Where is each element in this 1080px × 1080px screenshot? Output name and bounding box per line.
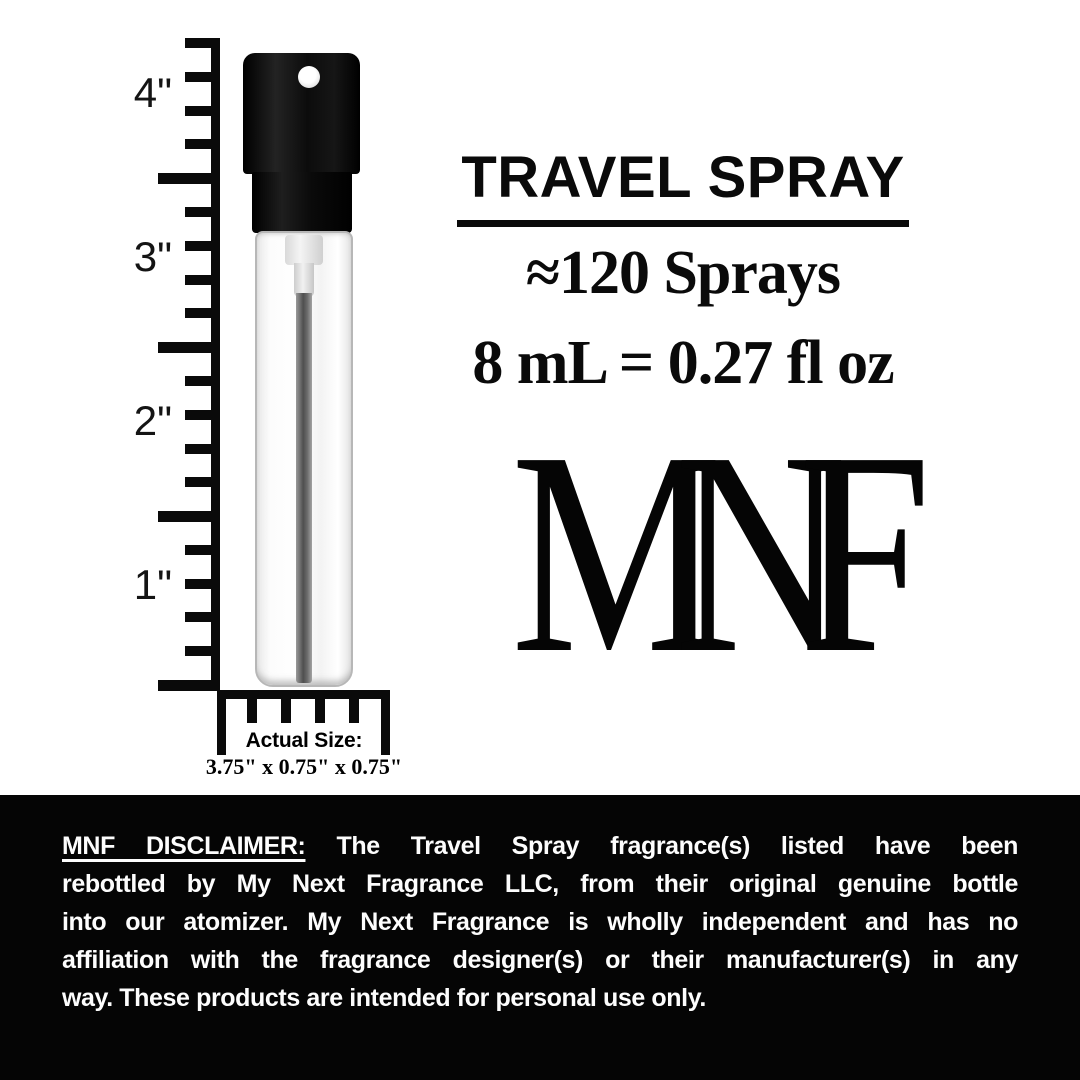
ruler-tick bbox=[185, 241, 220, 251]
ruler-tick bbox=[247, 690, 257, 723]
disclaimer-line: affiliation with the fragrance designer(s) or their manufacturer(s) in any bbox=[62, 946, 1018, 974]
brand-logo bbox=[476, 392, 891, 713]
actual-size-dimensions: 3.75" x 0.75" x 0.75" bbox=[205, 754, 403, 779]
disclaimer-text bbox=[62, 827, 1018, 1017]
spray-nozzle-icon bbox=[298, 66, 320, 88]
spray-count: ≈120 Sprays bbox=[525, 239, 841, 307]
ruler-tick bbox=[185, 477, 220, 487]
ruler-label-2in: 2" bbox=[133, 397, 172, 444]
ruler-tick bbox=[315, 690, 325, 723]
ruler-tick bbox=[185, 646, 220, 656]
disclaimer-line: into our atomizer. My Next Fragrance is wholly independent and has no bbox=[62, 908, 1018, 936]
title-container bbox=[430, 144, 936, 227]
bottle-cap bbox=[243, 53, 360, 174]
ruler-tick bbox=[185, 72, 220, 82]
ruler-tick bbox=[185, 376, 220, 386]
disclaimer-line: way. These products are intended for personal use only. bbox=[62, 984, 706, 1012]
horizontal-ruler-bar bbox=[217, 690, 390, 699]
ruler-tick bbox=[185, 139, 220, 149]
ruler-spine bbox=[211, 38, 220, 690]
ruler-tick bbox=[185, 275, 220, 285]
page-title: TRAVEL SPRAY bbox=[457, 144, 908, 227]
ruler-tick bbox=[185, 444, 220, 454]
volume-text: 8 mL = 0.27 fl oz bbox=[472, 329, 894, 397]
ruler-label-4in: 4" bbox=[133, 69, 172, 116]
bottle-cap-collar bbox=[252, 172, 352, 233]
ruler-tick bbox=[158, 342, 220, 353]
ruler-tick bbox=[185, 545, 220, 555]
brand-logo-text: MNF bbox=[510, 392, 884, 713]
disclaimer-line: rebottled by My Next Fragrance LLC, from their original genuine bottle bbox=[62, 870, 1018, 898]
ruler-tick bbox=[185, 410, 220, 420]
disclaimer-line bbox=[62, 827, 1018, 865]
ruler-label-3in: 3" bbox=[133, 233, 172, 280]
ruler-tick bbox=[281, 690, 291, 723]
disclaimer-panel bbox=[0, 795, 1080, 1080]
glass-vial bbox=[255, 231, 353, 687]
ruler-label-1in: 1" bbox=[133, 561, 172, 608]
ruler-tick bbox=[158, 680, 220, 691]
disclaimer-line1-rest: The Travel Spray fragrance(s) listed have been bbox=[336, 832, 1018, 860]
ruler-tick bbox=[185, 308, 220, 318]
ruler-tick bbox=[185, 207, 220, 217]
ruler-tick bbox=[185, 579, 220, 589]
dip-tube bbox=[296, 293, 312, 683]
ruler-tick bbox=[185, 106, 220, 116]
ruler-tick bbox=[185, 38, 220, 48]
disclaimer-heading: MNF DISCLAIMER: bbox=[62, 832, 306, 860]
pump-stem bbox=[294, 263, 314, 297]
pump-mechanism bbox=[285, 235, 323, 265]
ruler-tick bbox=[158, 511, 220, 522]
ruler-tick bbox=[158, 173, 220, 184]
ruler-tick bbox=[349, 690, 359, 723]
ruler-tick bbox=[185, 612, 220, 622]
actual-size-label: Actual Size: bbox=[245, 729, 363, 752]
